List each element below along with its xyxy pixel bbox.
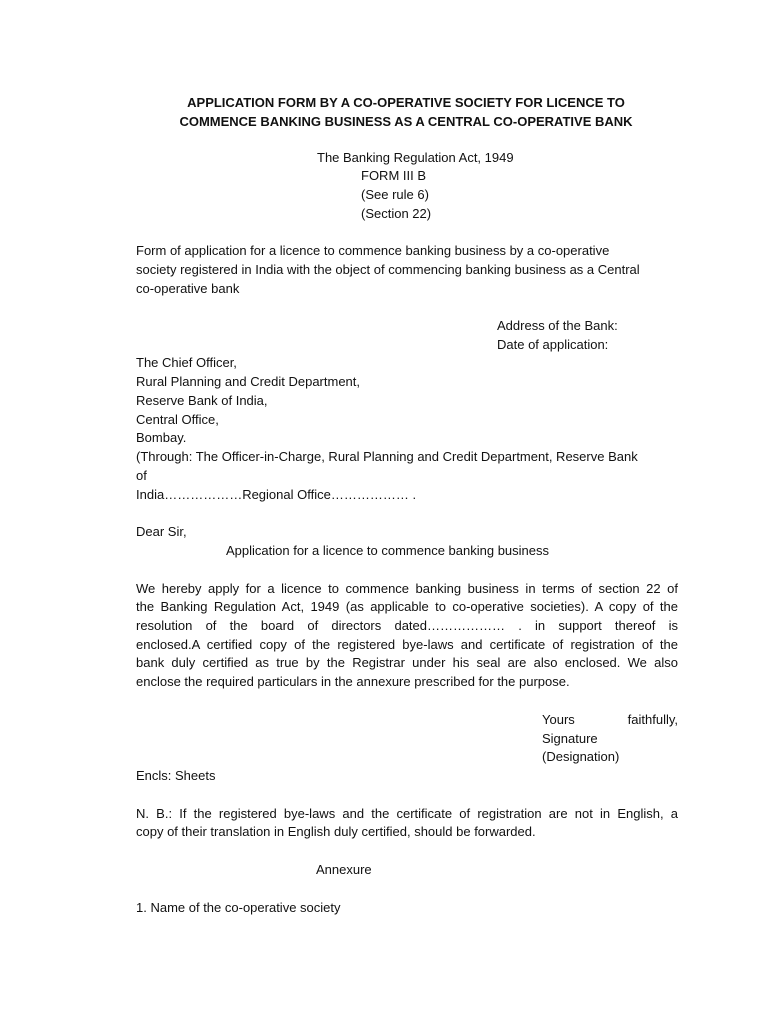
section-reference: (Section 22) (361, 206, 432, 221)
document-title-line-2: COMMENCE BANKING BUSINESS AS A CENTRAL CO-OPERATIVE BANK (179, 114, 633, 129)
act-name: The Banking Regulation Act, 1949 (317, 150, 514, 165)
addressee-line-4: Central Office, (136, 412, 219, 427)
addressee-line-8: India………………Regional Office……………… . (136, 487, 417, 502)
addressee-line-7: of (136, 468, 147, 483)
form-number: FORM III B (361, 168, 426, 183)
addressee-line-6: (Through: The Officer-in-Charge, Rural Planning and Credit Department, Reserve Bank (136, 449, 638, 464)
addressee-line-3: Reserve Bank of India, (136, 393, 268, 408)
annexure-item-1: 1. Name of the co-operative society (136, 900, 341, 915)
closing-faithfully: faithfully, (627, 712, 678, 727)
nb-line-2: copy of their translation in English duly certified, should be forwarded. (136, 824, 536, 839)
designation-label: (Designation) (542, 749, 620, 764)
body-line-5: bank duly certified as true by the Registrar under his seal are also enclosed. We also (136, 655, 678, 670)
salutation: Dear Sir, (136, 524, 187, 539)
addressee-line-5: Bombay. (136, 430, 187, 445)
document-title-line-1: APPLICATION FORM BY A CO-OPERATIVE SOCIETY FOR LICENCE TO (187, 95, 625, 110)
body-line-3: resolution of the board of directors dated……………… . in support thereof is (136, 618, 678, 633)
body-line-4: enclosed.A certified copy of the registered bye-laws and certificate of registration of the (136, 637, 678, 652)
addressee-line-2: Rural Planning and Credit Department, (136, 374, 361, 389)
intro-line-3: co-operative bank (136, 281, 240, 296)
body-line-6: enclose the required particulars in the annexure prescribed for the purpose. (136, 674, 570, 689)
rule-reference: (See rule 6) (361, 187, 429, 202)
body-line-1: We hereby apply for a licence to commence banking business in terms of section 22 of (136, 581, 678, 596)
closing-line (542, 711, 678, 729)
body-line-2: the Banking Regulation Act, 1949 (as applicable to co-operative societies). A copy of the (136, 599, 678, 614)
addressee-line-1: The Chief Officer, (136, 355, 237, 370)
subject-line: Application for a licence to commence banking business (226, 543, 550, 558)
nb-line-1: N. B.: If the registered bye-laws and the certificate of registration are not in English, a (136, 806, 678, 821)
closing-yours: Yours (542, 712, 575, 727)
annexure-heading: Annexure (316, 862, 372, 877)
application-date-label: Date of application: (497, 337, 609, 352)
intro-line-1: Form of application for a licence to commence banking business by a co-operative (136, 243, 610, 258)
signature-label: Signature (542, 731, 598, 746)
bank-address-label: Address of the Bank: (497, 318, 618, 333)
intro-line-2: society registered in India with the object of commencing banking business as a Central (136, 262, 640, 277)
enclosures-label: Encls: Sheets (136, 768, 216, 783)
